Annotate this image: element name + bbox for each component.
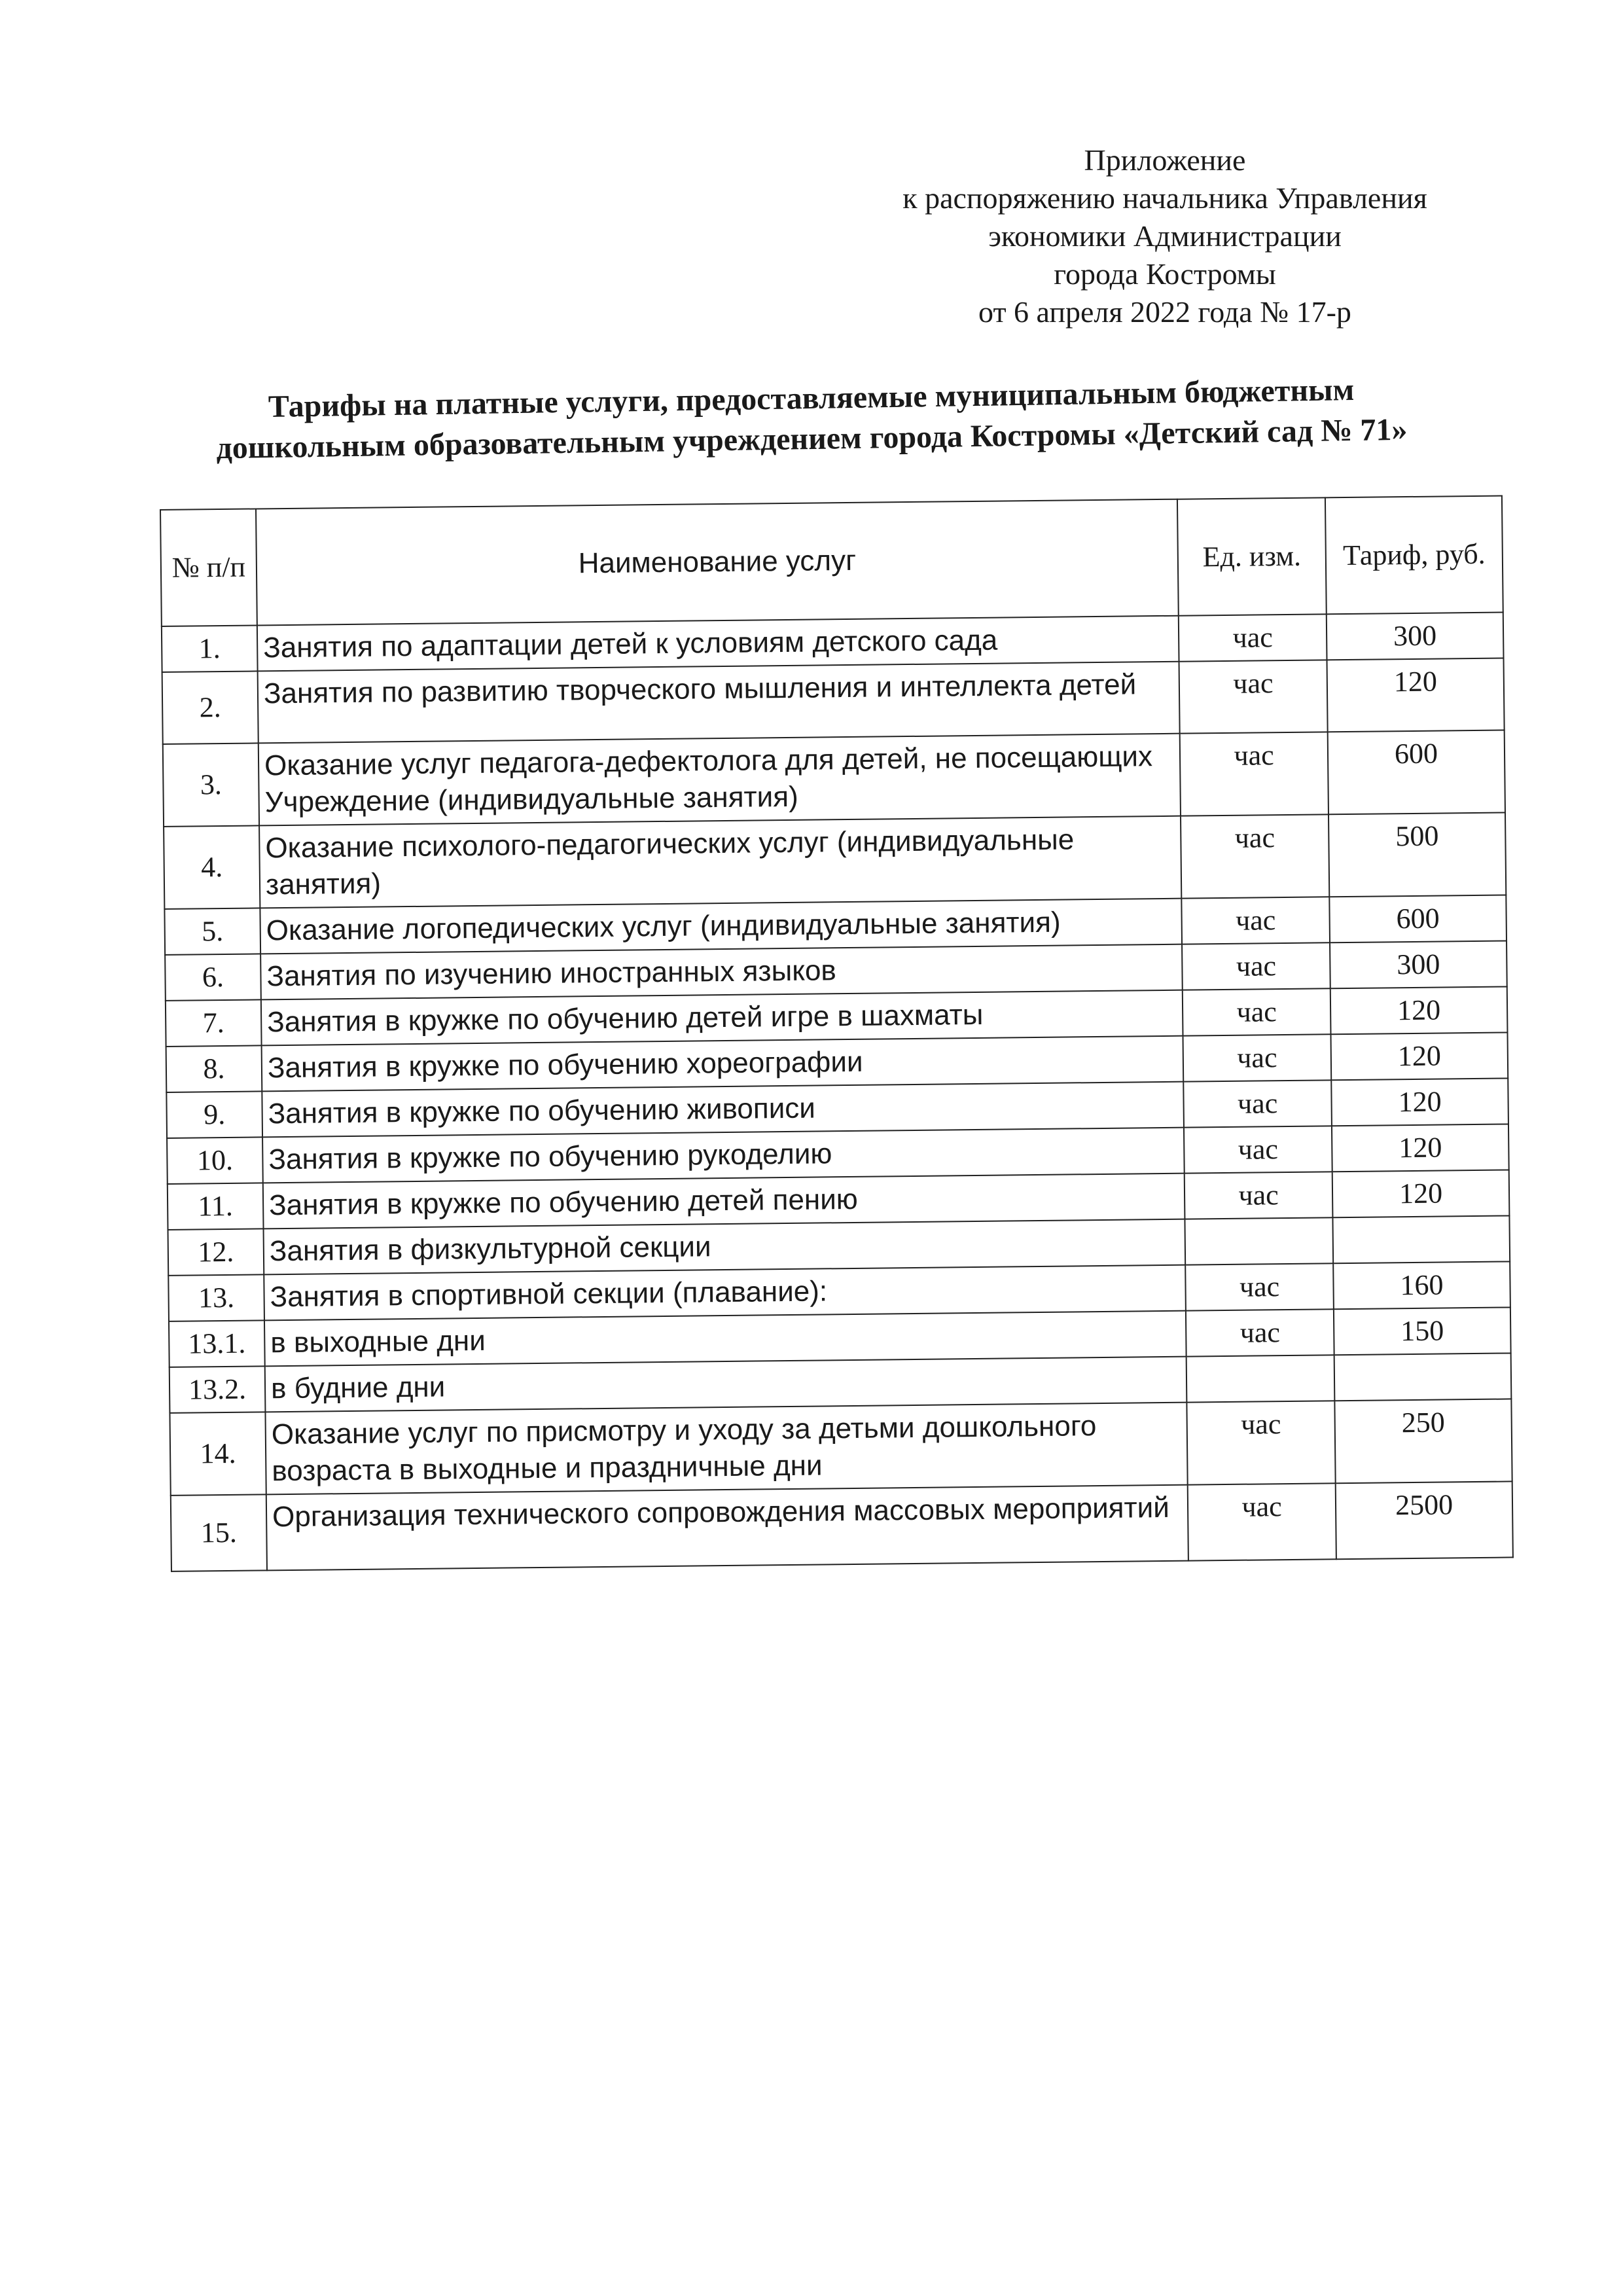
service-name-cell: Занятия в физкультурной секции — [264, 1219, 1186, 1275]
row-number-cell: 11. — [168, 1183, 264, 1230]
row-number-cell: 13.1. — [169, 1320, 265, 1367]
service-name-cell: Оказание психолого-педагогических услуг (индивидуальные занятия) — [259, 816, 1181, 908]
unit-cell — [1185, 1217, 1333, 1265]
title-line-1: Тарифы на платные услуги, предоставляемые муниципальным бюджетным — [268, 372, 1355, 425]
unit-cell: час — [1185, 1263, 1334, 1310]
service-name-cell: в будние дни — [265, 1357, 1187, 1412]
tariff-cell: 300 — [1327, 613, 1504, 660]
service-name-cell: Занятия по развитию творческого мышления и интеллекта детей — [258, 662, 1180, 744]
tariff-cell: 250 — [1334, 1399, 1512, 1483]
unit-cell: час — [1180, 732, 1329, 816]
tariff-cell: 120 — [1332, 1124, 1509, 1172]
tariff-cell — [1334, 1353, 1512, 1401]
row-number-cell: 9. — [166, 1091, 262, 1138]
unit-cell: час — [1179, 660, 1328, 733]
service-name-cell: Занятия в кружке по обучению детей игре в шахматы — [261, 990, 1183, 1046]
row-number-cell: 8. — [166, 1045, 262, 1092]
tariff-cell: 500 — [1329, 812, 1506, 897]
tariff-table-wrapper — [160, 495, 1512, 1572]
service-name-cell: Занятия по адаптации детей к условиям детского сада — [257, 616, 1179, 672]
tariff-cell: 120 — [1330, 1032, 1508, 1080]
tariff-cell: 2500 — [1336, 1481, 1513, 1559]
header-unit: Ед. изм. — [1177, 497, 1327, 615]
service-name-cell: Занятия по изучению иностранных языков — [260, 944, 1183, 1000]
tariff-cell: 120 — [1331, 1078, 1508, 1126]
tariff-cell: 600 — [1328, 730, 1505, 815]
unit-cell — [1186, 1355, 1335, 1402]
unit-cell: час — [1181, 897, 1330, 944]
header-tariff: Тариф, руб. — [1325, 496, 1503, 615]
row-number-cell: 13. — [168, 1274, 264, 1321]
row-number-cell: 1. — [162, 625, 258, 672]
unit-cell: час — [1185, 1172, 1333, 1219]
row-number-cell: 5. — [164, 908, 260, 955]
appendix-line-1: Приложение — [1084, 143, 1246, 177]
appendix-line-3: экономики Администрации — [988, 219, 1342, 253]
unit-cell: час — [1181, 814, 1329, 898]
unit-cell: час — [1186, 1309, 1334, 1356]
row-number-cell: 10. — [167, 1137, 263, 1184]
unit-cell: час — [1186, 1401, 1335, 1484]
unit-cell: час — [1188, 1483, 1336, 1560]
service-name-cell: Занятия в кружке по обучению детей пению — [263, 1174, 1185, 1229]
table-row — [162, 658, 1505, 744]
appendix-line-5: от 6 апреля 2022 года № 17-р — [978, 295, 1351, 329]
appendix-line-4: города Костромы — [1054, 257, 1276, 291]
tariff-table — [160, 495, 1514, 1572]
service-name-cell: Оказание логопедических услуг (индивидуальные занятия) — [260, 899, 1182, 954]
service-name-cell: Занятия в кружке по обучению хореографии — [262, 1036, 1184, 1092]
row-number-cell: 3. — [163, 743, 259, 827]
service-name-cell: Организация технического сопровождения массовых мероприятий — [266, 1485, 1188, 1571]
row-number-cell: 13.2. — [169, 1366, 266, 1413]
table-row — [164, 812, 1506, 908]
tariff-cell: 120 — [1332, 1170, 1510, 1217]
tariff-cell: 160 — [1333, 1261, 1510, 1309]
service-name-cell: Оказание услуг по присмотру и уходу за детьми дошкольного возраста в выходные и праздничные дни — [265, 1403, 1187, 1495]
tariff-cell: 300 — [1330, 941, 1507, 988]
tariff-cell — [1332, 1215, 1510, 1263]
service-name-cell: Занятия в кружке по обучению рукоделию — [262, 1128, 1185, 1183]
header-service-name: Наименование услуг — [256, 499, 1179, 626]
row-number-cell: 7. — [166, 999, 262, 1047]
service-name-cell: в выходные дни — [264, 1311, 1186, 1367]
header-number: № п/п — [160, 509, 257, 626]
tariff-cell: 120 — [1327, 658, 1505, 732]
unit-cell: час — [1182, 942, 1330, 990]
table-row — [163, 730, 1505, 827]
document-title — [117, 367, 1506, 470]
tariff-cell: 120 — [1330, 986, 1508, 1034]
row-number-cell: 12. — [168, 1229, 264, 1276]
appendix-line-2: к распоряжению начальника Управления — [902, 181, 1427, 215]
row-number-cell: 15. — [171, 1494, 267, 1571]
row-number-cell: 6. — [165, 954, 261, 1001]
table-row — [169, 1399, 1512, 1495]
table-row — [171, 1481, 1513, 1571]
service-name-cell: Занятия в кружке по обучению живописи — [262, 1082, 1184, 1138]
unit-cell: час — [1183, 1080, 1332, 1127]
row-number-cell: 14. — [169, 1412, 266, 1496]
row-number-cell: 2. — [162, 671, 259, 744]
tariff-cell: 150 — [1334, 1307, 1511, 1355]
title-line-2: дошкольным образовательным учреждением города Костромы «Детский сад № 71» — [216, 412, 1408, 466]
tariff-cell: 600 — [1329, 895, 1507, 942]
row-number-cell: 4. — [164, 825, 260, 909]
unit-cell: час — [1183, 1034, 1332, 1081]
unit-cell: час — [1183, 988, 1331, 1035]
unit-cell: час — [1184, 1126, 1332, 1173]
appendix-header — [838, 141, 1492, 331]
table-body — [162, 613, 1513, 1571]
service-name-cell: Занятия в спортивной секции (плавание): — [264, 1265, 1186, 1321]
service-name-cell: Оказание услуг педагога-дефектолога для детей, не посещающих Учреждение (индивидуальные занятия) — [259, 734, 1181, 826]
table-header-row — [160, 496, 1503, 626]
unit-cell: час — [1179, 614, 1327, 661]
